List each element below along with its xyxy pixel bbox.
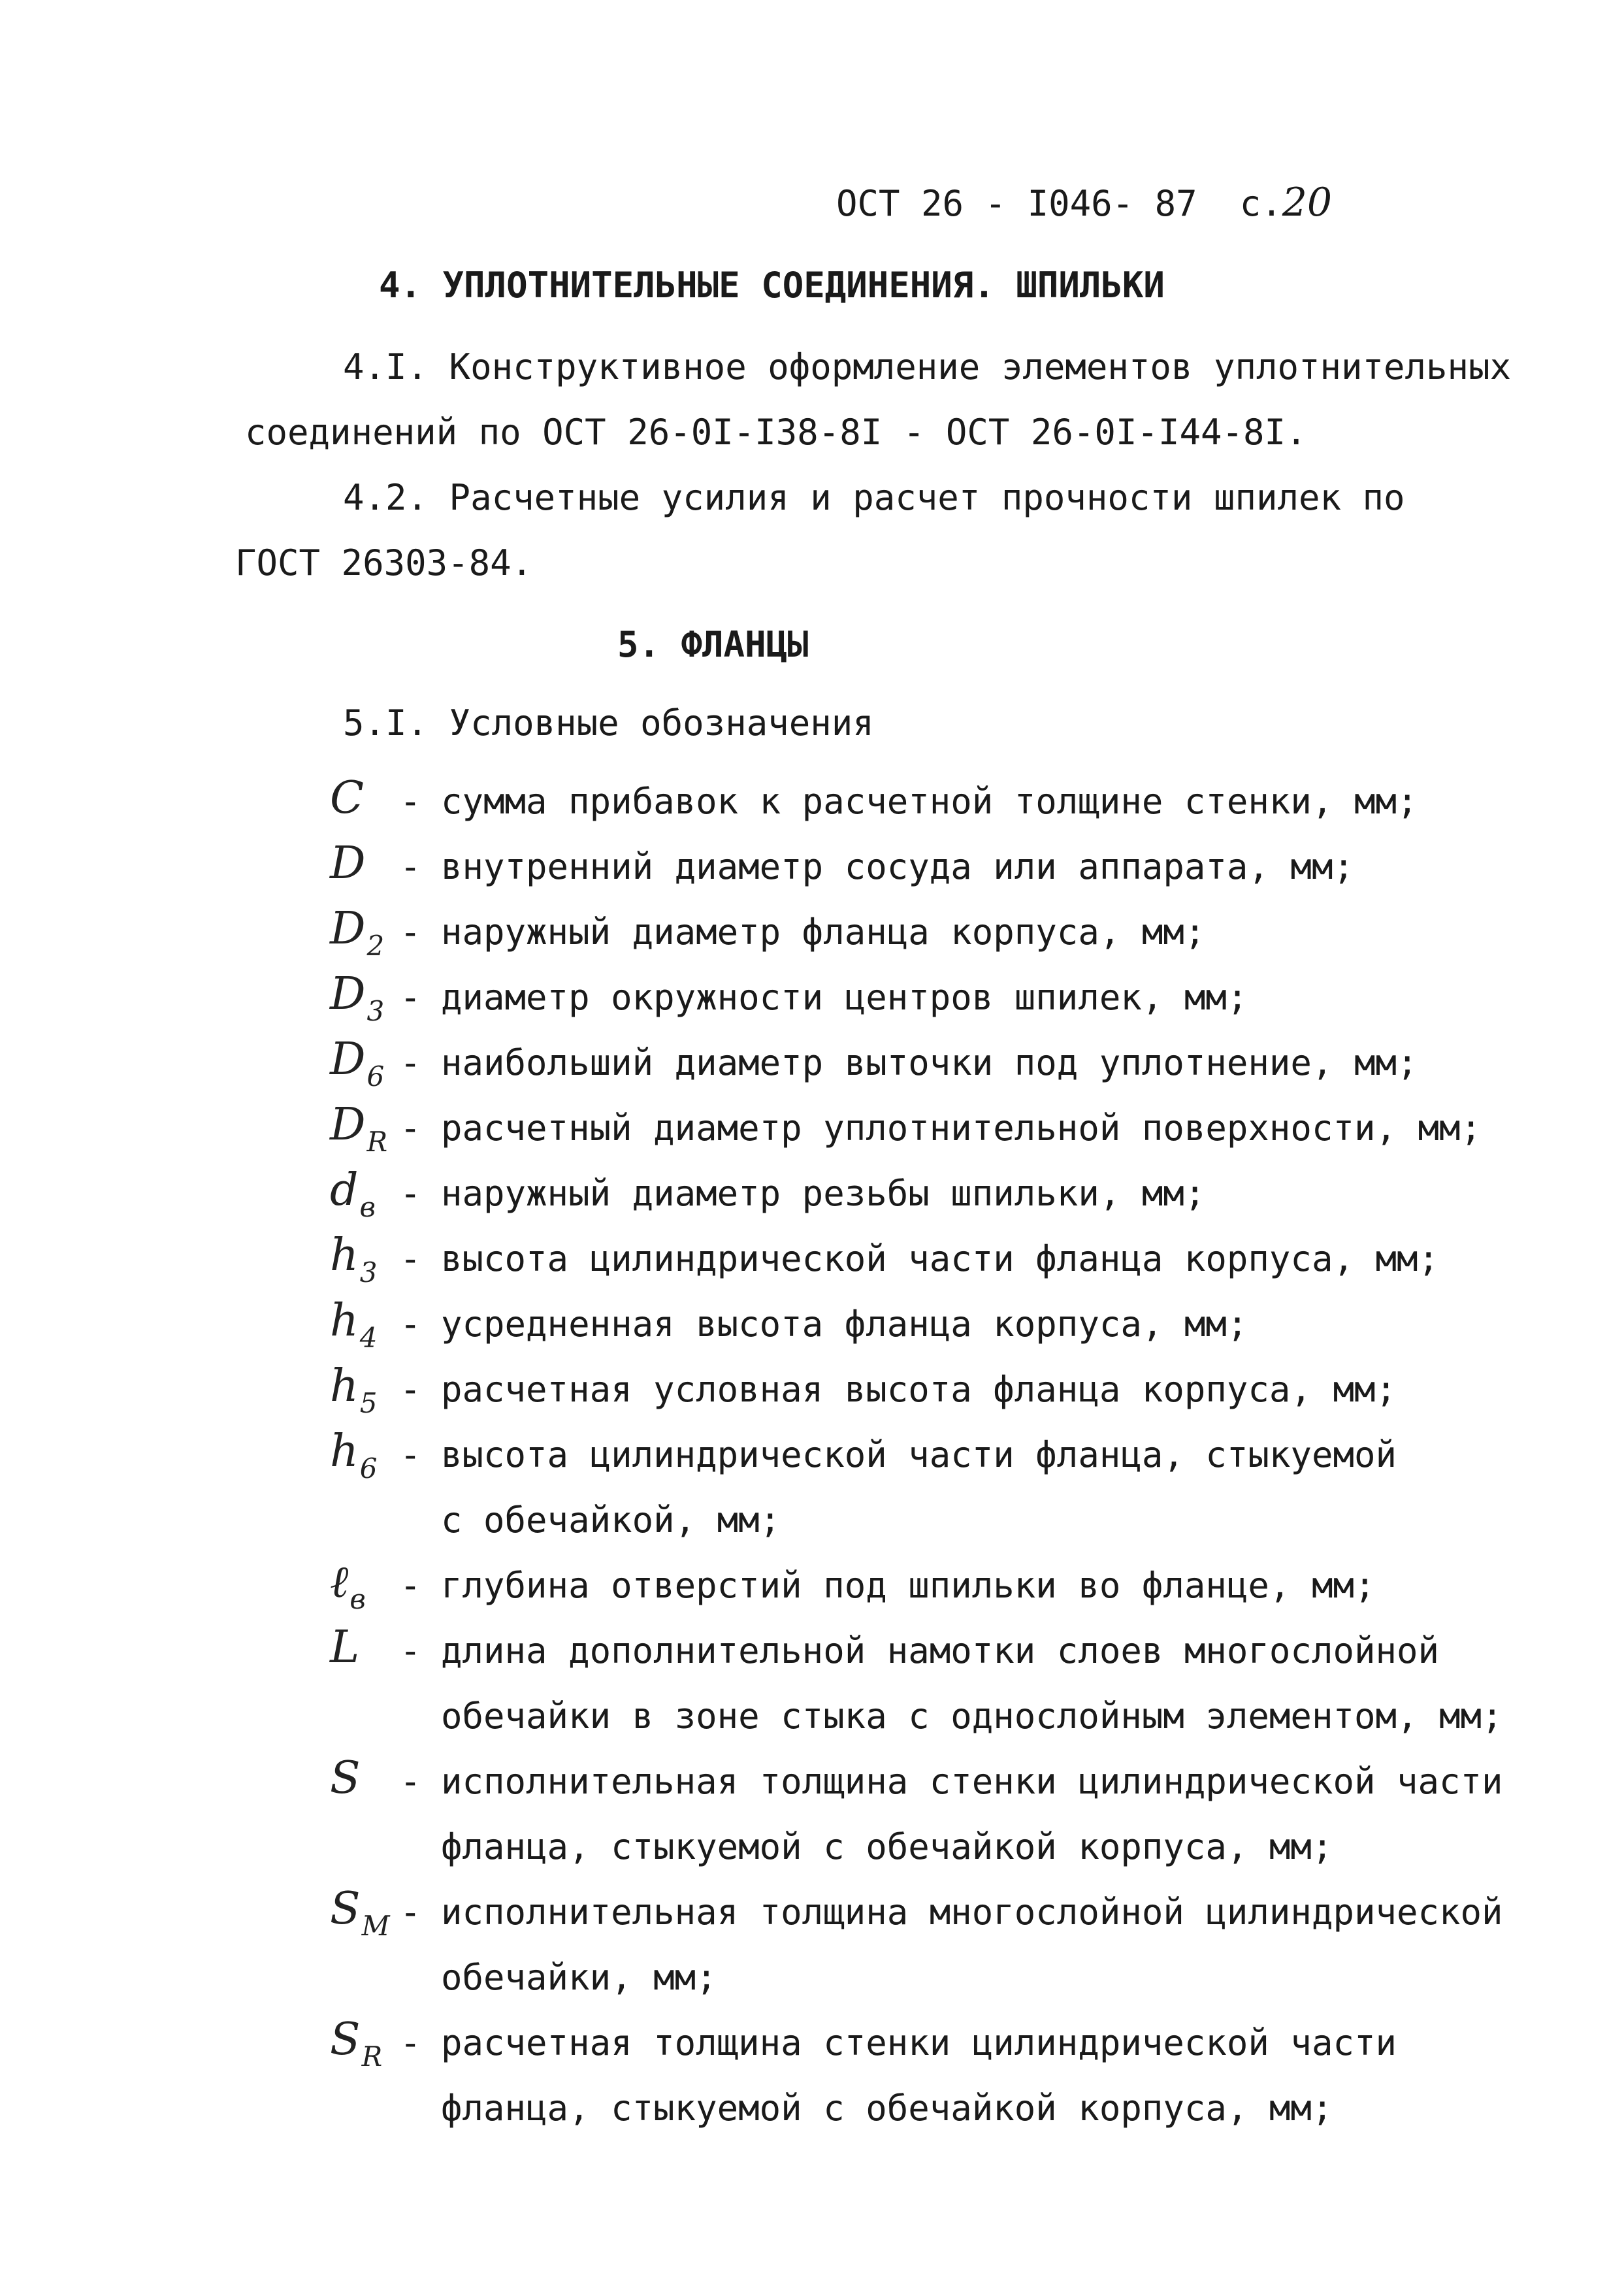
symbol-subscript: 5 <box>359 1387 378 1419</box>
paragraph-4-1-line-2: соединений по ОСТ 26-0I-I38-8I - ОСТ 26-0I-I44-8I. <box>245 412 1307 453</box>
definition-text: высота цилиндрической части фланца корпуса, мм; <box>441 1238 1440 1279</box>
definition-text: сумма прибавок к расчетной толщине стенки, мм; <box>441 781 1418 822</box>
symbol-subscript: R <box>366 1126 388 1158</box>
symbol-base: D <box>330 903 366 955</box>
definition-dash: - <box>400 781 421 822</box>
definition-text: наружный диаметр резьбы шпильки, мм; <box>441 1173 1206 1214</box>
page-number: 20 <box>1282 180 1333 225</box>
definition-dash: - <box>400 1042 421 1083</box>
symbol-base: D <box>330 838 366 889</box>
symbol-base: h <box>330 1426 359 1477</box>
subsection-5-1-title: 5.I. Условные обозначения <box>343 702 874 744</box>
definition-dash: - <box>400 1369 421 1410</box>
symbol <box>330 772 365 824</box>
symbol-base: D <box>330 1034 366 1085</box>
definition-text: исполнительная толщина многослойной цилиндрической <box>441 1892 1503 1933</box>
symbol-subscript: 2 <box>366 930 385 962</box>
symbol <box>330 1034 385 1092</box>
definition-text: расчетный диаметр уплотнительной поверхности, мм; <box>441 1107 1482 1149</box>
definition-text: внутренний диаметр сосуда или аппарата, мм; <box>441 846 1354 887</box>
definition-dash: - <box>400 1892 421 1933</box>
symbol-base: S <box>330 2014 361 2065</box>
definition-dash: - <box>400 1761 421 1802</box>
definition-dash: - <box>400 977 421 1018</box>
symbol-subscript: 3 <box>366 995 385 1027</box>
symbol <box>330 1556 366 1615</box>
symbol-subscript: 4 <box>359 1322 378 1354</box>
definition-text: усредненная высота фланца корпуса, мм; <box>441 1303 1248 1345</box>
definition-dash: - <box>400 1434 421 1475</box>
paragraph-4-1-line-1: 4.I. Конструктивное оформление элементов уплотнительных <box>343 346 1512 387</box>
symbol <box>330 838 366 889</box>
page-header <box>836 180 1333 225</box>
definition-text: наибольший диаметр выточки под уплотнение, мм; <box>441 1042 1418 1083</box>
definition-text: с обечайкой, мм; <box>441 1499 781 1541</box>
definition-text: глубина отверстий под шпильки во фланце, мм; <box>441 1565 1376 1606</box>
symbol <box>330 1230 378 1288</box>
definition-text: длина дополнительной намотки слоев многослойной <box>441 1630 1440 1671</box>
symbol <box>330 968 385 1027</box>
symbol-base: C <box>330 772 365 824</box>
definition-dash: - <box>400 1107 421 1149</box>
symbol <box>330 903 385 962</box>
definition-dash: - <box>400 1565 421 1606</box>
symbol <box>330 1883 390 1942</box>
symbol-base: S <box>330 1752 361 1804</box>
symbol <box>330 1426 378 1484</box>
definition-text: расчетная толщина стенки цилиндрической части <box>441 2022 1397 2063</box>
symbol-subscript: в <box>349 1583 366 1615</box>
section-4-title: 4. УПЛОТНИТЕЛЬНЫЕ СОЕДИНЕНИЯ. ШПИЛЬКИ <box>379 265 1165 306</box>
page-prefix: с. <box>1239 183 1282 224</box>
definition-text: обечайки в зоне стыка с однослойным элементом, мм; <box>441 1696 1503 1737</box>
symbol-base: L <box>330 1622 360 1673</box>
definition-dash: - <box>400 846 421 887</box>
definition-dash: - <box>400 1173 421 1214</box>
symbol-base: D <box>330 968 366 1020</box>
symbol-base: d <box>330 1164 359 1216</box>
definition-text: исполнительная толщина стенки цилиндрической части <box>441 1761 1503 1802</box>
definition-dash: - <box>400 911 421 953</box>
document-number: ОСТ 26 - I046- 87 <box>836 183 1197 224</box>
symbol-base: S <box>330 1883 361 1935</box>
symbol-subscript: M <box>361 1910 390 1942</box>
definition-text: наружный диаметр фланца корпуса, мм; <box>441 911 1206 953</box>
symbol-base: D <box>330 1099 366 1151</box>
symbol-base: h <box>330 1360 359 1412</box>
symbol <box>330 1295 378 1354</box>
symbol-base: ℓ <box>330 1556 349 1608</box>
symbol <box>330 1752 361 1804</box>
symbol-subscript: 3 <box>359 1256 378 1288</box>
symbol-subscript: 6 <box>366 1060 385 1092</box>
symbol-base: h <box>330 1295 359 1347</box>
symbol <box>330 1164 376 1223</box>
paragraph-4-2-line-2: ГОСТ 26303-84. <box>235 542 533 583</box>
symbol <box>330 2014 383 2073</box>
symbol <box>330 1622 360 1673</box>
definition-dash: - <box>400 1238 421 1279</box>
definition-text: обечайки, мм; <box>441 1957 717 1998</box>
symbol-subscript: R <box>361 2040 383 2073</box>
paragraph-4-2-line-1: 4.2. Расчетные усилия и расчет прочности шпилек по <box>343 477 1405 518</box>
definition-text: фланца, стыкуемой с обечайкой корпуса, мм; <box>441 2088 1333 2129</box>
symbol-subscript: в <box>359 1191 376 1223</box>
section-5-title: 5. ФЛАНЦЫ <box>617 624 809 665</box>
symbol-subscript: 6 <box>359 1452 378 1484</box>
definition-text: высота цилиндрической части фланца, стыкуемой <box>441 1434 1397 1475</box>
symbol <box>330 1099 388 1158</box>
symbol <box>330 1360 378 1419</box>
definition-dash: - <box>400 1303 421 1345</box>
definition-text: фланца, стыкуемой с обечайкой корпуса, мм; <box>441 1826 1333 1867</box>
definition-text: расчетная условная высота фланца корпуса, мм; <box>441 1369 1397 1410</box>
symbol-base: h <box>330 1230 359 1281</box>
definition-dash: - <box>400 1630 421 1671</box>
definition-dash: - <box>400 2022 421 2063</box>
definition-text: диаметр окружности центров шпилек, мм; <box>441 977 1248 1018</box>
